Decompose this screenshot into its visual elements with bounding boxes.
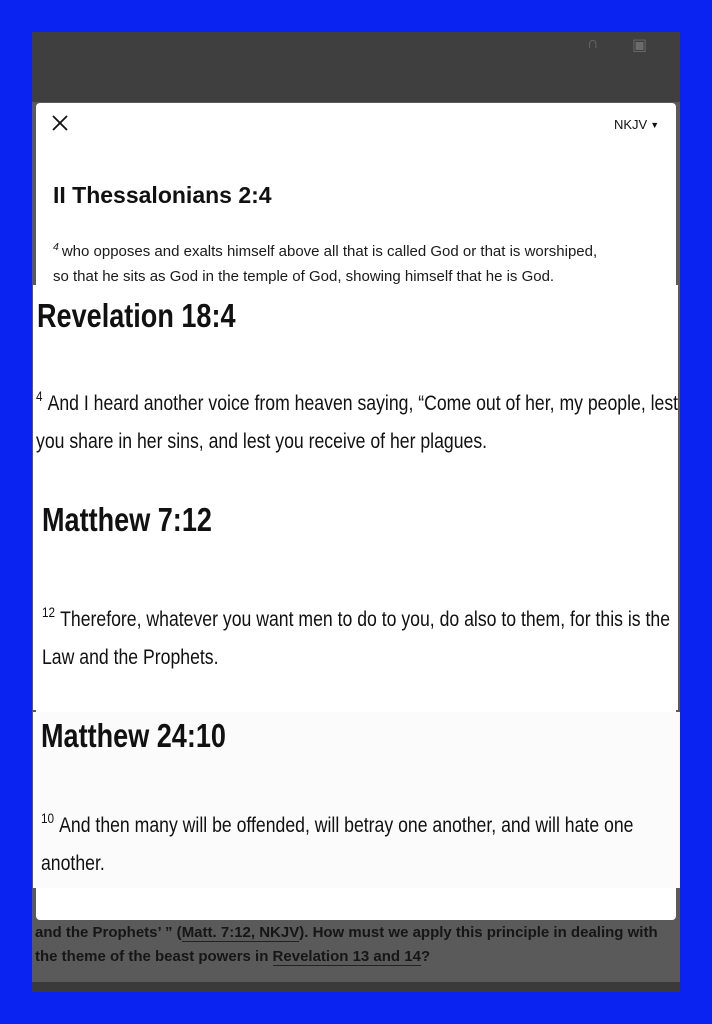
- pasted-verse-line-2: you share in her sins, and lest you receive of her plagues.: [36, 430, 488, 453]
- pasted-verse-line-1: And then many will be offended, will betray one another, and will hate one: [59, 814, 634, 837]
- pasted-verse-line-1: Therefore, whatever you want men to do to you, do also to them, for this is the: [60, 608, 671, 631]
- pasted-verse-number: 10: [41, 810, 55, 826]
- caret-down-icon: ▼: [650, 120, 660, 130]
- pasted-verse-text: [42, 593, 670, 677]
- verse-line-1: who opposes and exalts himself above all that is called God or that is worshiped,: [61, 243, 598, 260]
- app-top-bar: [32, 32, 680, 102]
- pasted-verse-title: Matthew 7:12: [42, 501, 212, 538]
- verse-number: 4: [53, 241, 59, 253]
- pasted-verse-text: [36, 377, 678, 461]
- bottom-strip: [32, 982, 680, 992]
- version-selector[interactable]: [614, 117, 659, 132]
- close-icon[interactable]: [50, 113, 70, 133]
- pasted-verse-matthew-24-10: [33, 712, 680, 888]
- pasted-verse-number: 12: [42, 604, 56, 620]
- lesson-text: [35, 921, 675, 969]
- version-label: NKJV: [614, 117, 648, 132]
- pasted-verse-title: Revelation 18:4: [37, 297, 236, 334]
- verse-reference: II Thessalonians 2:4: [53, 182, 272, 208]
- pasted-verse-revelation-18-4: [33, 285, 678, 455]
- lesson-text-part: the theme of the beast powers in: [35, 948, 273, 965]
- verse-text: [53, 235, 653, 289]
- lesson-text-part: ?: [420, 948, 431, 965]
- pasted-verse-line-2: Law and the Prophets.: [42, 646, 219, 669]
- pasted-verse-matthew-7-12: [33, 455, 678, 710]
- pasted-verse-line-1: And I heard another voice from heaven saying, “Come out of her, my people, lest: [47, 392, 679, 415]
- matt-7-12-link[interactable]: Matt. 7:12, NKJV: [181, 924, 300, 941]
- lesson-text-part: ). How must we apply this principle in dealing with: [299, 924, 658, 941]
- pasted-verse-text: [41, 799, 633, 883]
- video-icon[interactable]: ▣: [632, 37, 648, 54]
- pasted-verse-number: 4: [36, 388, 43, 404]
- pasted-verse-title: Matthew 24:10: [41, 717, 226, 754]
- pasted-verse-line-2: another.: [41, 852, 105, 875]
- lesson-text-part: and the Prophets’ ” (: [35, 924, 182, 941]
- revelation-13-14-link[interactable]: Revelation 13 and 14: [272, 948, 421, 965]
- headphones-icon[interactable]: ∩: [587, 35, 599, 52]
- verse-line-2: so that he sits as God in the temple of God, showing himself that he is God.: [53, 268, 555, 285]
